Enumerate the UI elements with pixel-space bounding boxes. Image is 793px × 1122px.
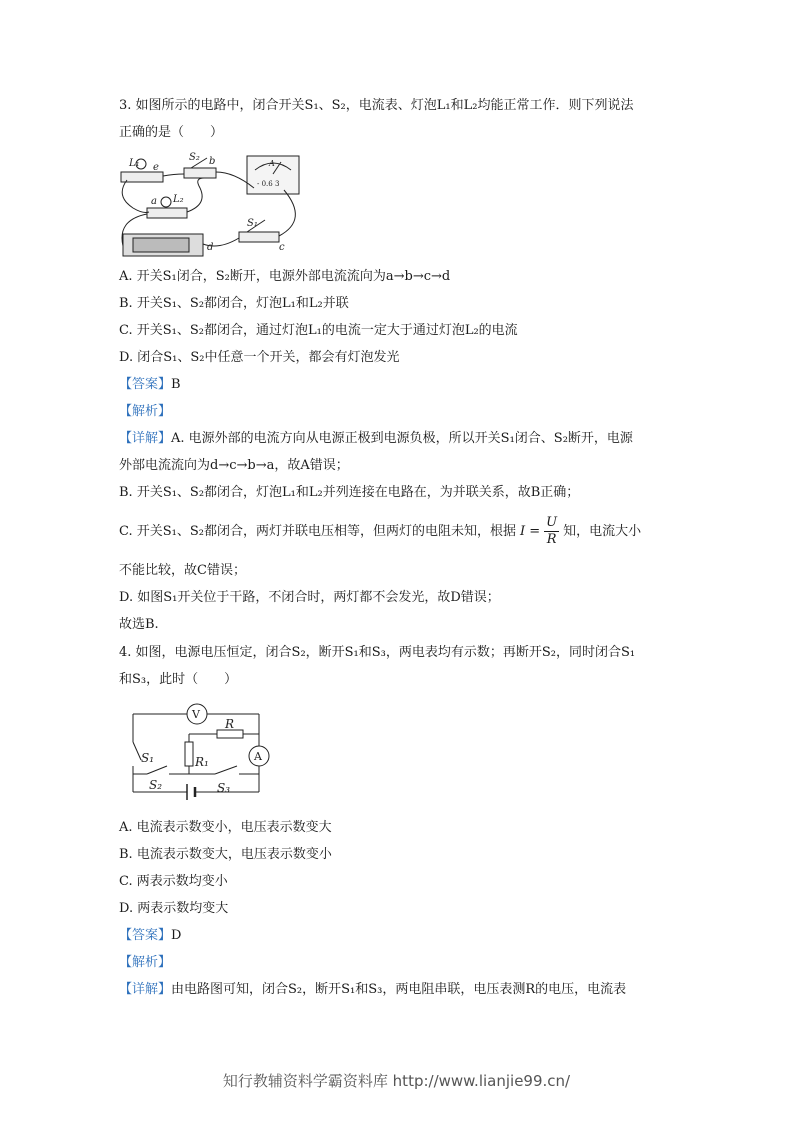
q3-answer (119, 376, 181, 394)
q3-stem-line1: 3. 如图所示的电路中，闭合开关S₁、S₂，电流表、灯泡L₁和L₂均能正常工作．则下列说法 (119, 98, 634, 113)
q3-option-b: B. 开关S₁、S₂都闭合，灯泡L₁和L₂并联 (119, 296, 349, 311)
q3-conclusion: 故选B. (119, 617, 159, 632)
q4-label-S3: S₃ (217, 781, 231, 795)
page-footer: 知行教辅资料学霸资料库 http://www.lianjie99.cn/ (222, 1072, 571, 1090)
q4-ammeter-label: A (254, 750, 262, 763)
q4-option-a: A. 电流表示数变小，电压表示数变大 (119, 820, 332, 835)
q3-option-a: A. 开关S₁闭合，S₂断开，电源外部电流流向为a→b→c→d (119, 269, 451, 284)
q4-analysis-tag: 【解析】 (119, 955, 172, 970)
q3-label-S2: S₂ (189, 152, 200, 163)
q3-meter-scale: - 0.6 3 (257, 180, 280, 188)
q3-detail-tag: 【详解】 (119, 431, 172, 446)
q3-circuit-figure (119, 150, 319, 265)
q3-detail-d: D. 如图S₁开关位于干路，不闭合时，两灯都不会发光，故D错误； (119, 590, 500, 605)
q4-detail-tag: 【详解】 (119, 982, 172, 997)
q4-label-S1: S₁ (141, 751, 155, 765)
q4-voltmeter-label: V (192, 708, 200, 721)
q3-label-S1: S₁ (247, 218, 258, 229)
q3-label-e: e (153, 162, 159, 173)
q4-answer-tag: 【答案】 (119, 928, 172, 943)
q3-formula-fraction: $\frac{U}{R}$ (546, 515, 558, 547)
q3-label-c: c (279, 242, 285, 253)
q3-label-b: b (209, 156, 216, 167)
q3-label-L1: L₁ (129, 158, 140, 169)
q3-formula-i: I = (519, 524, 541, 539)
q4-label-R: R (225, 717, 235, 731)
q3-option-c: C. 开关S₁、S₂都闭合，通过灯泡L₁的电流一定大于通过灯泡L₂的电流 (119, 323, 518, 338)
q3-stem-line2: 正确的是（ ） (119, 125, 224, 140)
q4-option-b: B. 电流表示数变大，电压表示数变小 (119, 847, 332, 862)
q4-label-S2: S₂ (149, 778, 163, 792)
q3-option-d: D. 闭合S₁、S₂中任意一个开关，都会有灯泡发光 (119, 350, 400, 365)
q4-option-d: D. 两表示数均变大 (119, 901, 229, 916)
q4-stem-line1: 4. 如图，电源电压恒定，闭合S₂，断开S₁和S₃，两电表均有示数；再断开S₂，同时闭合S₁ (119, 645, 636, 660)
q3-answer-tag: 【答案】 (119, 377, 172, 392)
q3-detail-a1: 【详解】A. 电源外部的电流方向从电源正极到电源负极，所以开关S₁闭合、S₂断开，电源 (119, 431, 633, 446)
q3-label-L2: L₂ (173, 194, 184, 205)
q3-answer-value: B (171, 377, 181, 392)
q3-detail-c2: 不能比较，故C错误； (119, 563, 246, 578)
q4-detail-1: 【详解】由电路图可知，闭合S₂，断开S₁和S₃，两电阻串联，电压表测R的电压，电流表 (119, 982, 627, 997)
q4-label-R1: R₁ (195, 755, 209, 769)
q4-answer-value: D (171, 928, 182, 943)
q3-detail-c1: C. 开关S₁、S₂都闭合，两灯并联电压相等，但两灯的电阻未知，根据 I = $\frac{U}{R}$ 知，电流大小 (119, 515, 642, 547)
q3-analysis-tag: 【解析】 (119, 404, 172, 419)
q3-detail-a2: 外部电流流向为d→c→b→a，故A错误； (119, 458, 349, 473)
q3-meter-label: A (269, 159, 275, 168)
q3-detail-b: B. 开关S₁、S₂都闭合，灯泡L₁和L₂并列连接在电路在，为并联关系，故B正确； (119, 485, 580, 500)
q4-circuit-figure (119, 700, 279, 810)
q3-label-d: d (207, 242, 214, 253)
q3-label-a: a (151, 196, 157, 207)
q4-stem-line2: 和S₃，此时（ ） (119, 672, 238, 687)
q4-answer (119, 927, 181, 945)
q4-option-c: C. 两表示数均变小 (119, 874, 228, 889)
